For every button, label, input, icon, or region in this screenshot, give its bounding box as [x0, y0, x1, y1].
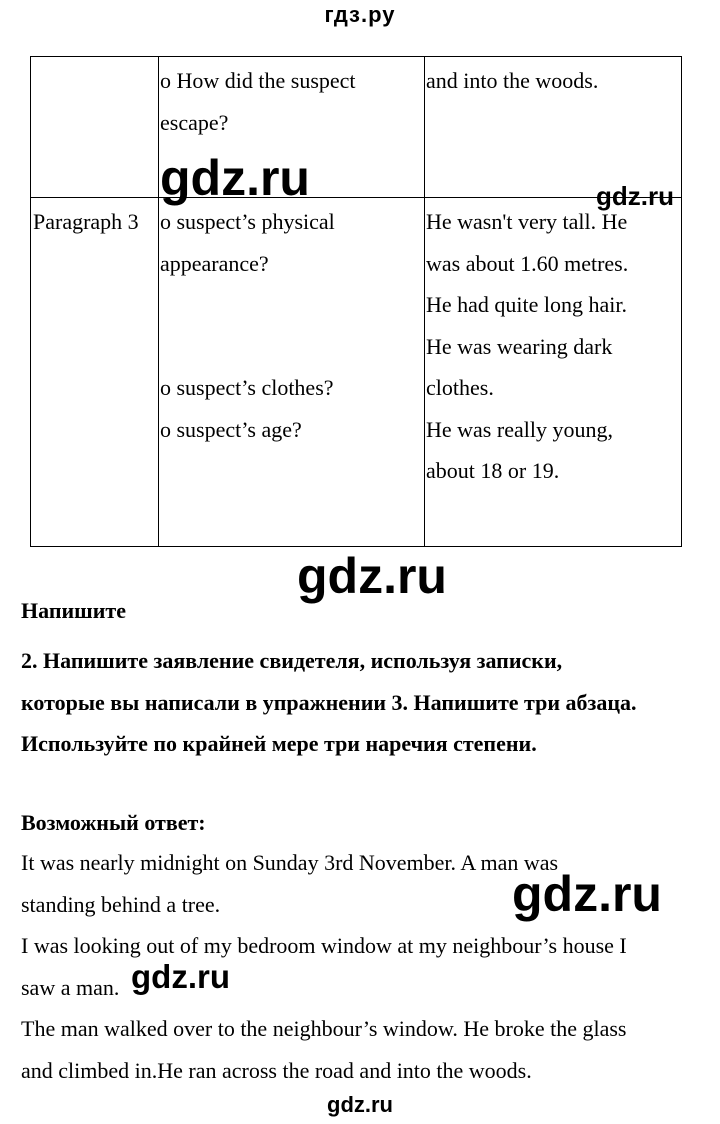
answer-text: It was nearly midnight on Sunday 3rd November. A man was standing behind a tree. I was looking out of my bedroom window at my neighbour’s house I saw a man. The man walked over to the neighbour’s window. He broke the glass and climbed in.He ran across the road and into the woods.	[21, 850, 627, 1083]
site-header: гдз.ру	[324, 2, 396, 27]
task-text: 2. Напишите заявление свидетеля, используя записки, которые вы написали в упражнении 3. Напишите три абзаца. Используйте по крайней мере три наречия степени.	[21, 648, 637, 756]
table-row2-answers: He wasn't very tall. He was about 1.60 metres. He had quite long hair. He was wearing dark clothes. He was really young, about 18 or 19.	[426, 209, 629, 483]
answer-heading: Возможный ответ:	[21, 810, 206, 835]
table-row2-questions: o suspect’s physical appearance? o suspect’s clothes? o suspect’s age?	[160, 209, 335, 442]
watermark-answer-small: gdz.ru	[131, 958, 230, 995]
task-heading: Напишите	[21, 598, 126, 623]
table-row1-answer: and into the woods.	[426, 68, 599, 93]
watermark-answer-large: gdz.ru	[512, 866, 662, 922]
notes-table	[30, 56, 682, 547]
table-row-divider	[31, 197, 681, 198]
watermark-table-large: gdz.ru	[160, 150, 310, 206]
table-column-divider-1	[158, 57, 159, 546]
watermark-mid-large: gdz.ru	[297, 548, 447, 604]
table-row1-question: o How did the suspect escape?	[160, 68, 356, 135]
table-column-divider-2	[424, 57, 425, 546]
table-row2-label: Paragraph 3	[33, 209, 139, 234]
watermark-table-small: gdz.ru	[596, 181, 674, 211]
footer-site-mark: gdz.ru	[327, 1092, 393, 1117]
